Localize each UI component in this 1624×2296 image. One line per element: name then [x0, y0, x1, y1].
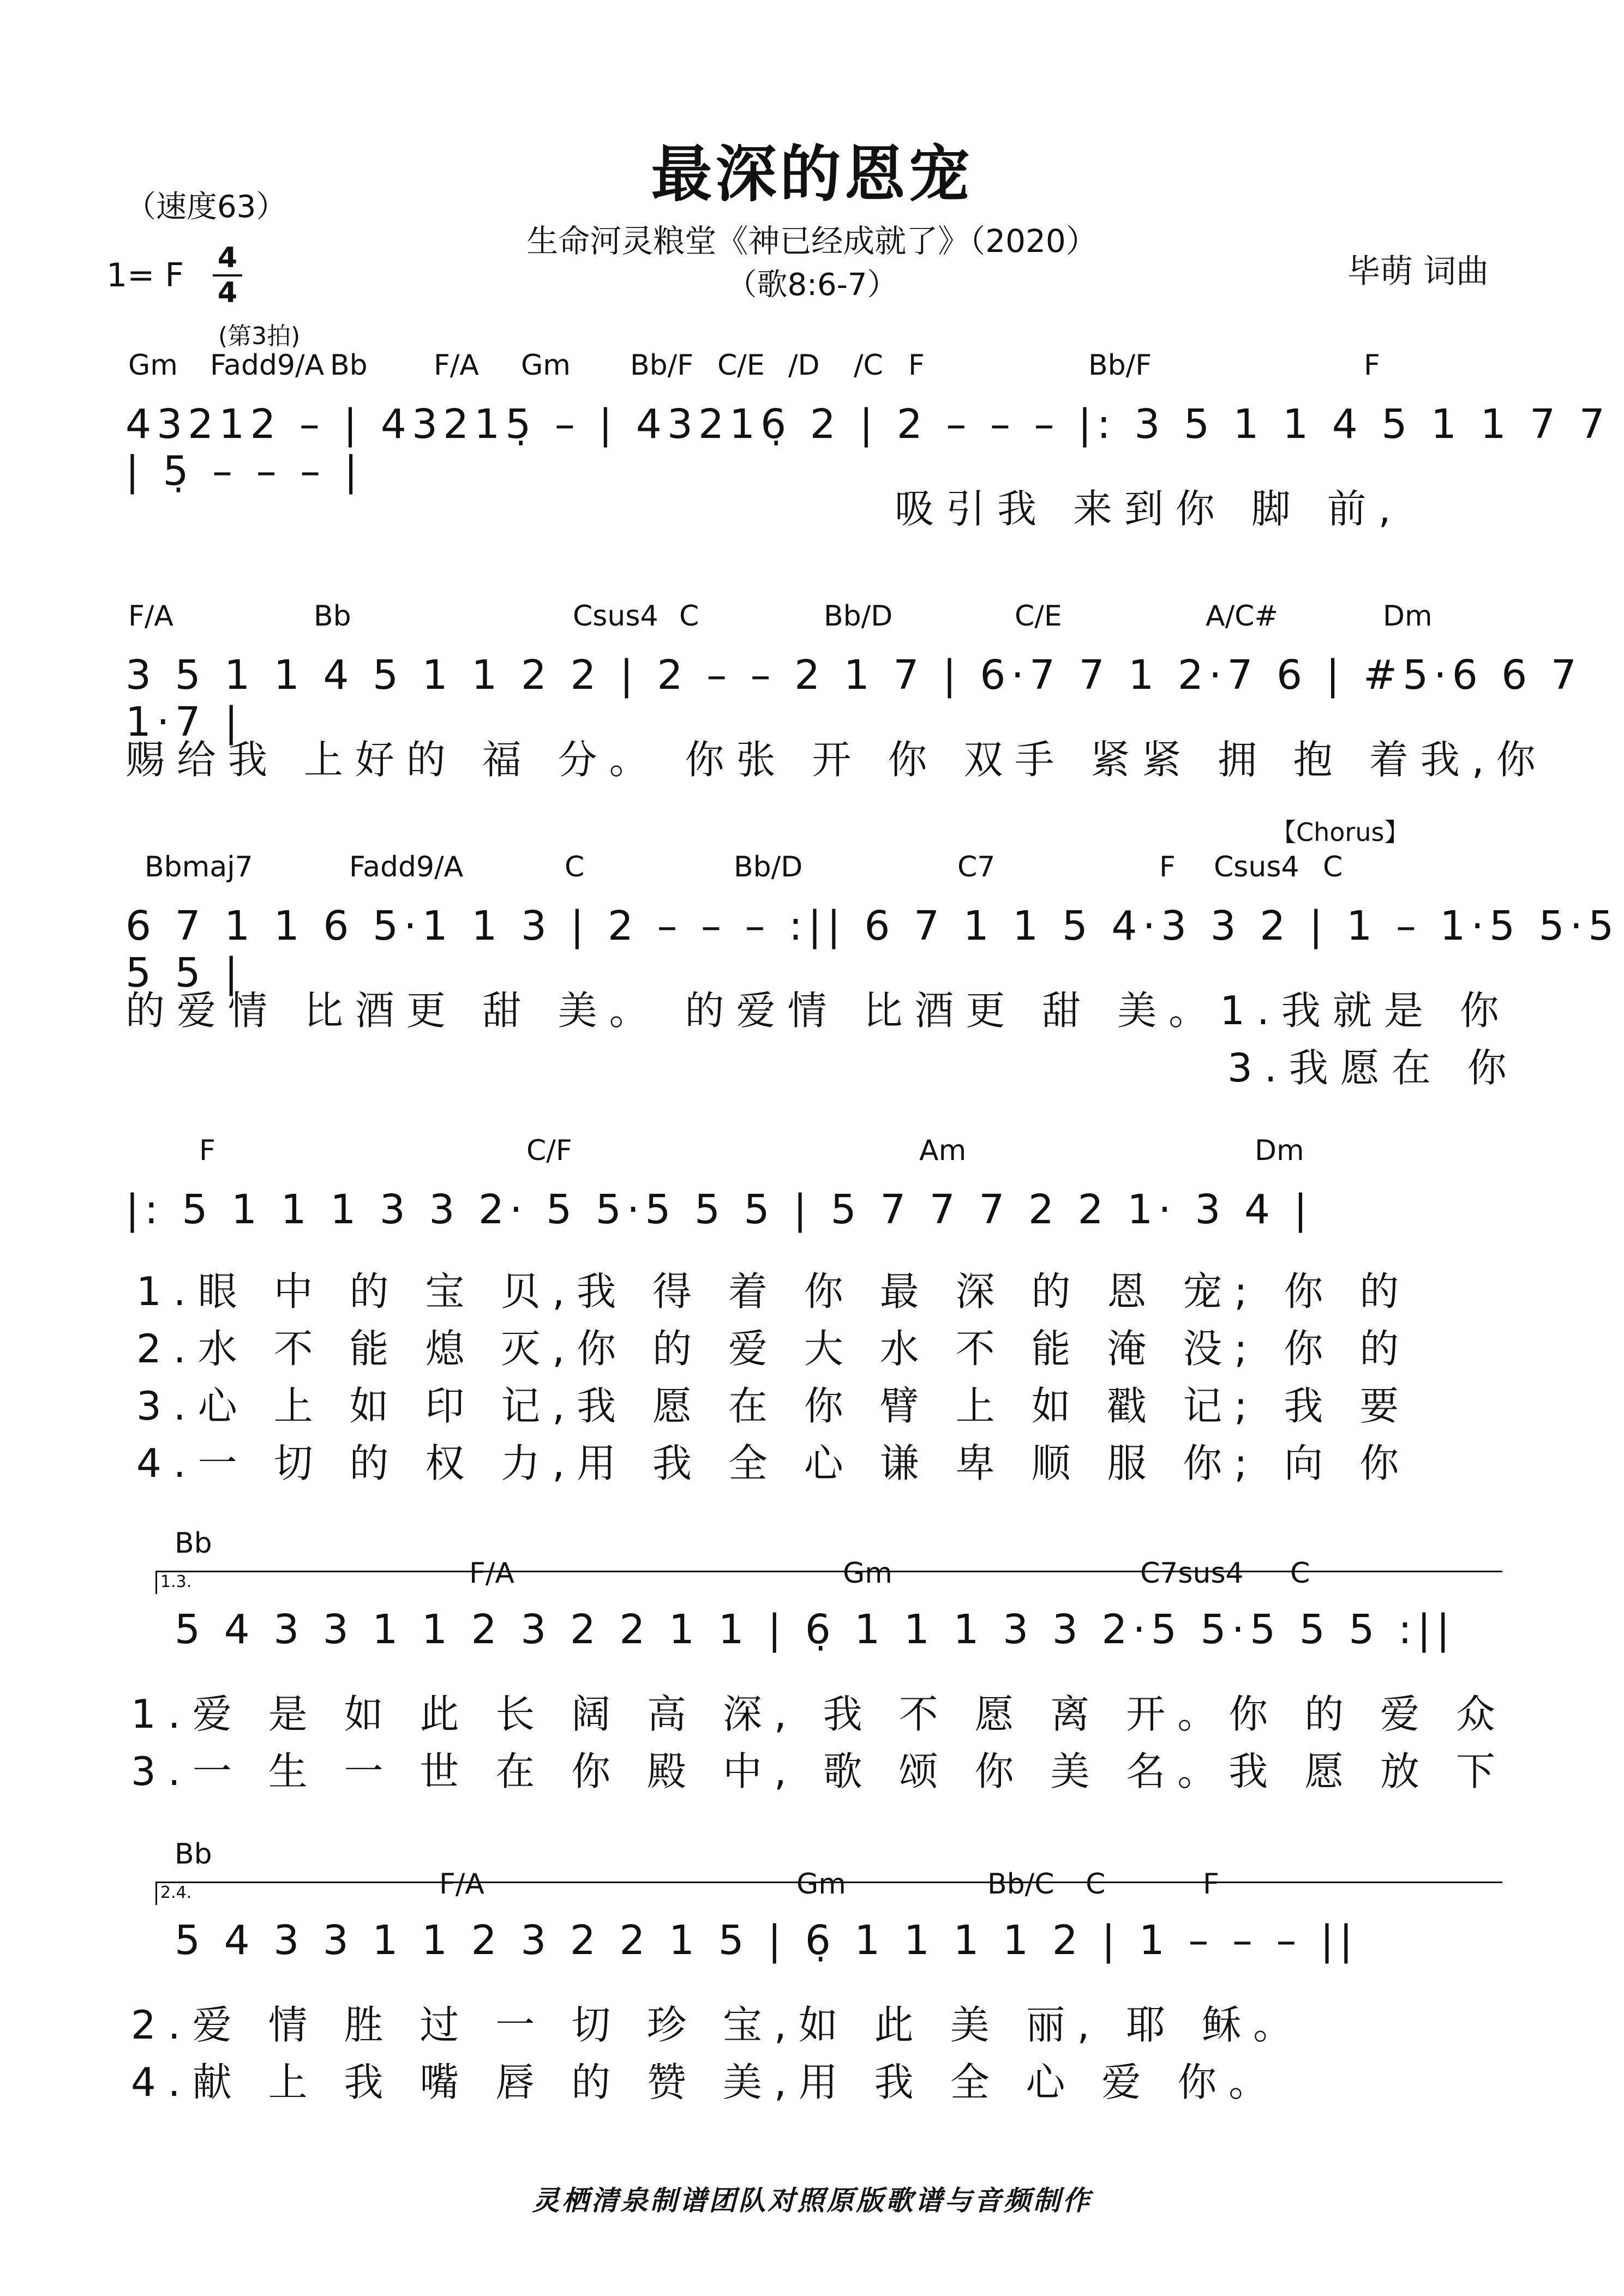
- chord: Bb/D: [734, 851, 803, 883]
- composer-credit: 毕萌 词曲: [1347, 253, 1489, 291]
- song-title: 最深的恩宠: [651, 139, 973, 210]
- chord-row-4: [128, 1134, 1547, 1173]
- key-signature: 1= F: [106, 256, 184, 294]
- chord: Bb: [175, 1527, 212, 1560]
- lyric-line: 4.献 上 我 嘴 唇 的 赞 美,用 我 全 心 爱 你。: [131, 2059, 1280, 2105]
- chord: F: [1159, 851, 1176, 883]
- verse-reference: （歌8:6-7）: [726, 267, 898, 303]
- chord: C/E: [717, 349, 765, 382]
- lyric-line: 吸引我 来到你 脚 前,: [895, 486, 1403, 532]
- lyric-line: 3.我愿在 你: [1227, 1045, 1519, 1091]
- tempo-marking: （速度63）: [125, 189, 287, 225]
- chord: Bb: [330, 349, 368, 382]
- time-signature-top: 4: [217, 242, 238, 274]
- chord: /C: [854, 349, 883, 382]
- chord: F/A: [439, 1868, 485, 1901]
- chord: C7: [957, 851, 996, 883]
- lyric-line: 2.爱 情 胜 过 一 切 珍 宝,如 此 美 丽, 耶 稣。: [131, 2002, 1305, 2048]
- lyric-line: 1.眼 中 的 宝 贝,我 得 着 你 最 深 的 恩 宠; 你 的: [136, 1269, 1411, 1314]
- lyric-line: 的爱情 比酒更 甜 美。 的爱情 比酒更 甜 美。1.我就是 你: [125, 988, 1511, 1033]
- chord: Am: [919, 1134, 967, 1167]
- chord: Bbmaj7: [145, 851, 253, 883]
- lyric-line: 2.水 不 能 熄 灭,你 的 爱 大 水 不 能 淹 没; 你 的: [136, 1326, 1411, 1372]
- chord: Gm: [521, 349, 571, 382]
- time-signature-bottom: 4: [217, 277, 238, 309]
- chord: Bb/F: [1088, 349, 1152, 382]
- notation-row-4: |: 5 1 1 1 3 3 2· 5 5·5 5 5 | 5 7 7 7 2 2 1· 3 4 |: [125, 1186, 1313, 1233]
- chord: Gm: [796, 1868, 846, 1901]
- chord: F: [908, 349, 925, 382]
- notation-row-1: 43212 – | 43215̣ – | 43216̣ 2 | 2 – – – |: 3 5 1 1 4 5 1 1 7 7 | 5̣ – – – |: [125, 401, 1610, 495]
- lyric-line: 3.心 上 如 印 记,我 愿 在 你 臂 上 如 戳 记; 我 要: [136, 1383, 1411, 1429]
- chord: /D: [788, 349, 820, 382]
- time-signature: [213, 243, 242, 308]
- chord: F/A: [469, 1557, 515, 1590]
- chorus-label: 【Chorus】: [1271, 818, 1410, 847]
- chord: Fadd9/A: [349, 851, 464, 883]
- chord: Bb: [175, 1838, 212, 1871]
- notation-row-3: 6 7 1 1 6 5·1 1 3 | 2 – – – :|| 6 7 1 1 5 4·3 3 2 | 1 – 1·5 5·5 5 5 |: [125, 903, 1620, 996]
- chord: Dm: [1383, 600, 1433, 633]
- lyric-line: 3.一 生 一 世 在 你 殿 中, 歌 颂 你 美 名。我 愿 放 下: [131, 1748, 1507, 1794]
- notation-row-5: 5 4 3 3 1 1 2 3 2 2 1 1 | 6̣ 1 1 1 3 3 2·5 5·5 5 5 :||: [175, 1606, 1455, 1653]
- footer-credit: 灵栖清泉制谱团队对照原版歌谱与音频制作: [532, 2184, 1092, 2216]
- chord: Gm: [128, 349, 178, 382]
- beat-note: (第3拍): [218, 322, 301, 350]
- chord: Gm: [843, 1557, 892, 1590]
- song-subtitle: 生命河灵粮堂《神已经成就了》（2020）: [526, 223, 1098, 260]
- lyric-line: 赐给我 上好的 福 分。 你张 开 你 双手 紧紧 拥 抱 着我,你: [125, 737, 1548, 783]
- chord: C/F: [526, 1134, 572, 1167]
- chord: Bb/C: [987, 1868, 1054, 1901]
- chord: F: [199, 1134, 215, 1167]
- chord-row-3: [128, 851, 1547, 889]
- notation-row-6: 5 4 3 3 1 1 2 3 2 2 1 5 | 6̣ 1 1 1 1 2 | 1 – – – ||: [175, 1917, 1358, 1964]
- notation-row-2: 3 5 1 1 4 5 1 1 2 2 | 2 – – 2 1 7 | 6·7 7 1 2·7 6 | #5·6 6 7 1·7 |: [125, 652, 1582, 746]
- chord: Bb: [314, 600, 351, 633]
- chord: F: [1203, 1868, 1219, 1901]
- chord: F: [1364, 349, 1380, 382]
- chord: Fadd9/A: [210, 349, 325, 382]
- lyric-line: 1.爱 是 如 此 长 阔 高 深, 我 不 愿 离 开。你 的 爱 众: [131, 1691, 1507, 1737]
- chord: Bb/D: [824, 600, 893, 633]
- chord: C: [1290, 1557, 1310, 1590]
- volta-bracket: 1.3.: [155, 1571, 1502, 1594]
- chord: C7sus4: [1140, 1557, 1244, 1590]
- chord-row-2: [128, 600, 1547, 638]
- chord: C: [565, 851, 585, 883]
- chord: C: [1323, 851, 1343, 883]
- chord: C/E: [1015, 600, 1062, 633]
- chord: C: [679, 600, 699, 633]
- chord: Dm: [1255, 1134, 1304, 1167]
- chord: Bb/F: [630, 349, 694, 382]
- chord-row-1: [128, 349, 1547, 387]
- chord: Csus4: [1214, 851, 1299, 883]
- chord: F/A: [434, 349, 480, 382]
- chord: Csus4: [573, 600, 658, 633]
- chord: F/A: [128, 600, 174, 633]
- chord: C: [1086, 1868, 1106, 1901]
- chord: A/C#: [1206, 600, 1278, 633]
- lyric-line: 4.一 切 的 权 力,用 我 全 心 谦 卑 顺 服 你; 向 你: [136, 1440, 1411, 1486]
- volta-bracket: 2.4.: [155, 1882, 1502, 1905]
